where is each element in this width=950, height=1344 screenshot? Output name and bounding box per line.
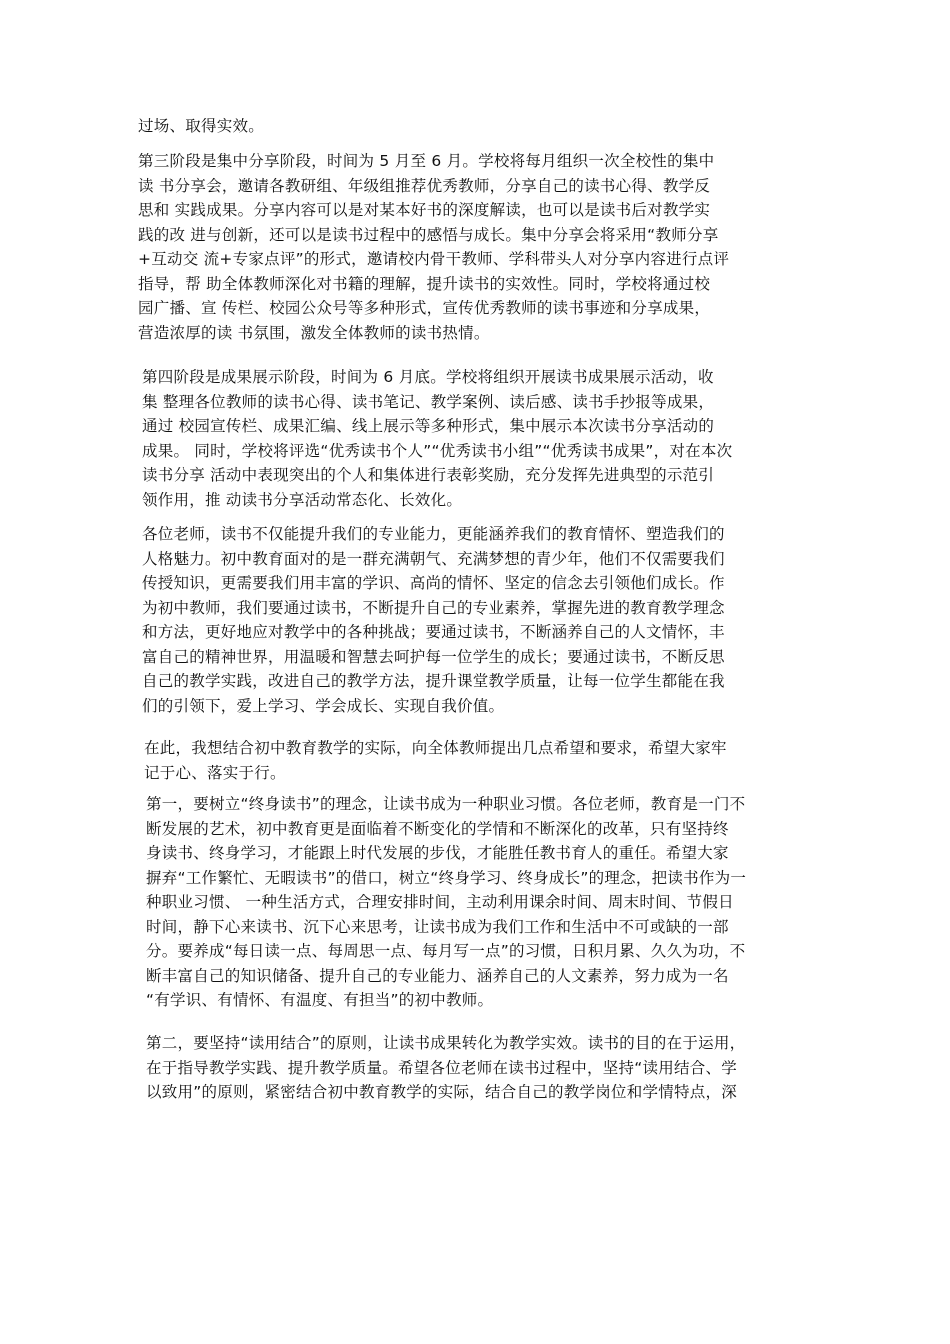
text-line: 在于指导教学实践、提升教学质量。希望各位老师在读书过程中，坚持“读用结合、学 xyxy=(146,1058,738,1077)
text-line: 集 整理各位教师的读书心得、读书笔记、教学案例、读后感、读书手抄报等成果， xyxy=(142,392,715,411)
text-line: 断发展的艺术，初中教育更是面临着不断变化的学情和不断深化的改革，只有坚持终 xyxy=(146,819,729,838)
text-line: 读 书分享会，邀请各教研组、年级组推荐优秀教师，分享自己的读书心得、教学反 xyxy=(138,176,711,195)
text-line: 成果。 同时，学校将评选“优秀读书个人”“优秀读书小组”“优秀读书成果”，对在本次 xyxy=(142,441,733,460)
paragraph-intro-tail xyxy=(138,114,818,139)
text-line: 各位老师，读书不仅能提升我们的专业能力，更能涵养我们的教育情怀、塑造我们的 xyxy=(142,525,725,543)
text-line: 读书分享 活动中表现突出的个人和集体进行表彰奖励，充分发挥先进典型的示范引 xyxy=(142,466,715,484)
text-line: 和方法，更好地应对教学中的各种挑战；要通过读书，不断涵养自己的人文情怀，丰 xyxy=(142,623,725,641)
text-line: 指导，帮 助全体教师深化对书籍的理解，提升读书的实效性。同时，学校将通过校 xyxy=(138,274,711,293)
text-line: 时间，静下心来读书、沉下心来思考，让读书成为我们工作和生活中不可或缺的一部 xyxy=(146,917,729,936)
paragraph-stage-three xyxy=(138,149,802,345)
text-line: 第一，要树立“终身读书”的理念，让读书成为一种职业习惯。各位老师，教育是一门不 xyxy=(146,795,746,813)
text-line: 分。要养成“每日读一点、每周思一点、每月写一点”的习惯，日积月累、久久为功，不 xyxy=(146,942,746,960)
paragraph-reading-value xyxy=(142,522,806,718)
text-line: 第三阶段是集中分享阶段，时间为 5 月至 6 月。学校将每月组织一次全校性的集中 xyxy=(138,152,715,170)
text-line: 领作用，推 动读书分享活动常态化、长效化。 xyxy=(142,490,463,509)
text-line: 为初中教师，我们要通过读书，不断提升自己的专业素养，掌握先进的教育教学理念 xyxy=(142,598,725,617)
text-line: 传授知识，更需要我们用丰富的学识、高尚的情怀、坚定的信念去引领他们成长。作 xyxy=(142,574,725,592)
paragraph-point-one xyxy=(146,792,810,1013)
text-line: 在此，我想结合初中教育教学的实际，向全体教师提出几点希望和要求，希望大家牢 xyxy=(144,739,727,757)
text-line: 种职业习惯、 一种生活方式，合理安排时间，主动利用课余时间、周末时间、节假日 xyxy=(146,893,734,911)
text-line: 断丰富自己的知识储备、提升自己的专业能力、涵养自己的人文素养，努力成为一名 xyxy=(146,966,729,985)
paragraph-stage-four xyxy=(142,365,806,512)
text-line: 营造浓厚的读 书氛围，激发全体教师的读书热情。 xyxy=(138,323,490,342)
text-line: 践的改 进与创新，还可以是读书过程中的感悟与成长。集中分享会将采用“教师分享 xyxy=(138,225,719,244)
paragraph-expectations-intro xyxy=(144,736,808,785)
text-line: 过场、取得实效。 xyxy=(138,117,265,135)
text-line: 以致用”的原则，紧密结合初中教育教学的实际，结合自己的教学岗位和学情特点，深 xyxy=(146,1083,738,1101)
text-line: 记于心、落实于行。 xyxy=(144,763,286,782)
text-line: 们的引领下，爱上学习、学会成长、实现自我价值。 xyxy=(142,696,505,715)
text-line: 人格魅力。初中教育面对的是一群充满朝气、充满梦想的青少年，他们不仅需要我们 xyxy=(142,549,725,568)
text-line: +互动交 流+专家点评”的形式，邀请校内骨干教师、学科带头人对分享内容进行点评 xyxy=(138,250,730,268)
text-line: 富自己的精神世界，用温暖和智慧去呵护每一位学生的成长；要通过读书，不断反思 xyxy=(142,647,725,666)
text-line: “有学识、有情怀、有温度、有担当”的初中教师。 xyxy=(146,991,494,1009)
text-line: 思和 实践成果。分享内容可以是对某本好书的深度解读，也可以是读书后对教学实 xyxy=(138,201,711,219)
text-line: 第四阶段是成果展示阶段，时间为 6 月底。学校将组织开展读书成果展示活动，收 xyxy=(142,368,714,386)
text-line: 第二，要坚持“读用结合”的原则，让读书成果转化为教学实效。读书的目的在于运用， xyxy=(146,1034,746,1052)
text-line: 身读书、终身学习，才能跟上时代发展的步伐，才能胜任教书育人的重任。希望大家 xyxy=(146,844,729,862)
text-line: 园广播、宣 传栏、校园公众号等多种形式，宣传优秀教师的读书事迹和分享成果， xyxy=(138,299,711,317)
text-line: 摒弃“工作繁忙、无暇读书”的借口，树立“终身学习、终身成长”的理念，把读书作为一 xyxy=(146,868,747,887)
paragraph-point-two xyxy=(146,1031,810,1105)
text-line: 通过 校园宣传栏、成果汇编、线上展示等多种形式，集中展示本次读书分享活动的 xyxy=(142,417,715,435)
text-line: 自己的教学实践，改进自己的教学方法，提升课堂教学质量，让每一位学生都能在我 xyxy=(142,672,725,690)
